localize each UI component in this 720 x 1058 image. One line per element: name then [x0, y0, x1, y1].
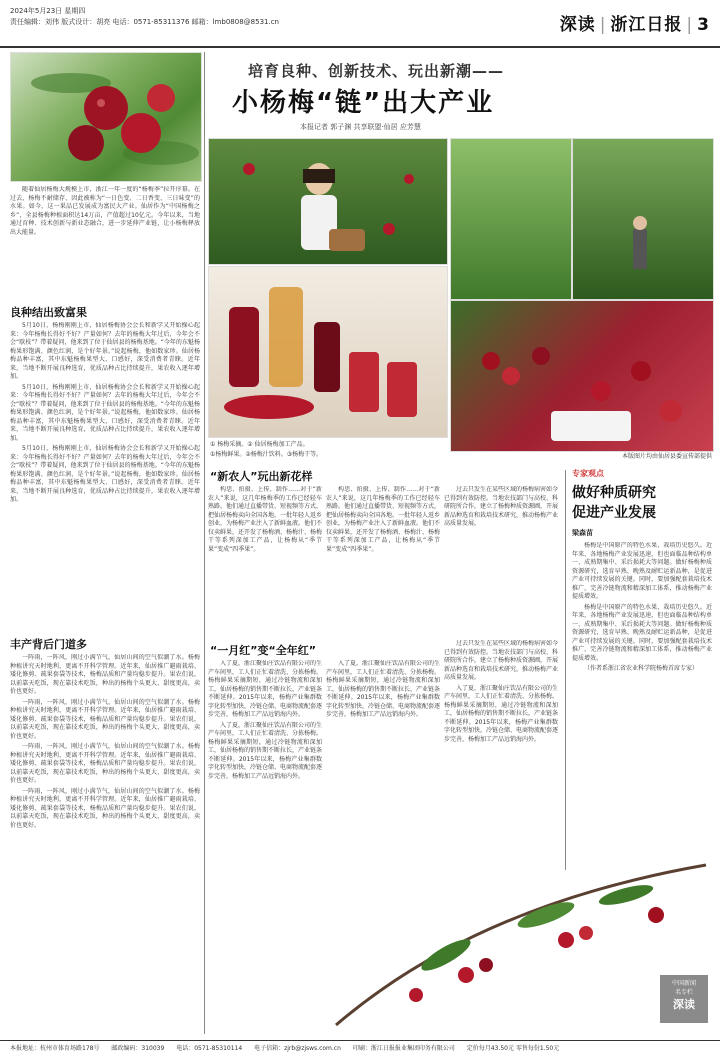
bayberry-cluster-image	[11, 53, 201, 181]
section3-text-a: 构思、拍摄、上传、制作……对于“新农人”来说，这几年杨梅季的工作已经轻车熟路。他们通过直播带货、短视频等方式，把仙居杨梅卖向全国各地。一批年轻人返乡创业，为杨梅产业注入了新鲜血液。他们不仅卖鲜果，还开发了杨梅酒、杨梅汁、杨梅干等系列深加工产品，让杨梅从“季节果”变成“四季果”。	[208, 486, 322, 553]
expert-author: 梁森苗	[572, 529, 593, 537]
hero-bayberry-photo	[10, 52, 202, 182]
headline-sub: 培育良种、创新技术、玩出新潮——	[248, 62, 505, 80]
header-meta	[10, 6, 279, 28]
header-editor-line: 责任编辑：刘伟 版式设计：胡亮 电话：0571-85311376 邮箱：lmb0808@8531.cn	[10, 18, 279, 26]
expert-title-1: 做好种质研究	[572, 485, 656, 501]
expert-divider	[565, 470, 566, 870]
woman-picking-image	[209, 139, 447, 264]
intro-text: 随着仙居杨梅大规模上市，浙江一年一度的“杨梅季”拉开序幕。在过去，杨梅不耐储存，因此被称为“一日色变、二日香变、三日味变”的水果。如今，这一果品已发展成为富民大产业。仙居作为“中国杨梅之乡”，全县杨梅种植面积达14万亩，产值超过10亿元。今年以来，当地通过育种、技术创新与新业态融合，进一步延伸产业链，让小杨梅释放出大能量。	[10, 186, 200, 236]
center-caption-2: ①杨梅鲜果。②杨梅汁饮料。③杨梅干等。	[210, 451, 323, 458]
expert-text: 杨梅是中国原产的特色水果，栽培历史悠久。近年来，各地杨梅产业发展迅速，但也面临品种结构单一、成熟期集中、采后损耗大等问题。做好杨梅种质资源研究，选育早熟、晚熟及耐贮运新品种，是促进产业可持续发展的关键。同时，要加强配套栽培技术推广，完善冷链物流和精深加工体系，推动杨梅产业提质增效。 杨梅是中国原产的特色水果，栽培历史悠久。近年来，各地杨梅产业发展迅速，但也面临品种结构单一、成熟期集中、采后损耗大等问题。做好杨梅种质资源研究，选育早熟、晚熟及耐贮运新品种，是促进产业可持续发展的关键。同时，要加强配套栽培技术推广，完善冷链物流和精深加工体系，推动杨梅产业提质增效。 （作者系浙江省农业科学院杨梅首席专家）	[572, 542, 712, 672]
page-header	[0, 0, 720, 48]
section2-text: 一阵雨，一阵风，刚过小满节气，仙居山间的空气似潮了水。杨梅种植讲究天时地利，更离不开科学管理。近年来，仙居推广避雨栽培、矮化修剪、疏果套袋等技术，杨梅品质和产量均稳步提升。果农们说，以前靠天吃饭，现在靠技术吃饭，种出的杨梅个头更大、甜度更高，卖价也更好。 一阵雨，一阵风，刚过小满节气，仙居山间的空气似潮了水。杨梅种植讲究天时地利，更离不开科学管理。近年来，仙居推广避雨栽培、矮化修剪、疏果套袋等技术，杨梅品质和产量均稳步提升。果农们说，以前靠天吃饭，现在靠技术吃饭，种出的杨梅个头更大、甜度更高，卖价也更好。 一阵雨，一阵风，刚过小满节气，仙居山间的空气似潮了水。杨梅种植讲究天时地利，更离不开科学管理。近年来，仙居推广避雨栽培、矮化修剪、疏果套袋等技术，杨梅品质和产量均稳步提升。果农们说，以前靠天吃饭，现在靠技术吃饭，种出的杨梅个头更大、甜度更高，卖价也更好。 一阵雨，一阵风，刚过小满节气，仙居山间的空气似潮了水。杨梅种植讲究天时地利，更离不开科学管理。近年来，仙居推广避雨栽培、矮化修剪、疏果套袋等技术，杨梅品质和产量均稳步提升。果农们说，以前靠天吃饭，现在靠技术吃饭，种出的杨梅个头更大、甜度更高，卖价也更好。	[10, 654, 200, 829]
paper-name: 浙江日报	[610, 15, 683, 35]
photo-credit: 本版图片均由仙居县委宣传部提供	[621, 453, 712, 460]
section2-title: 丰产背后门道多	[10, 638, 87, 651]
bayberry-crates-photo	[450, 300, 714, 452]
column-stamp: 中国新闻 名专栏 深读	[660, 975, 708, 1023]
section1-title: 良种结出致富果	[10, 306, 87, 319]
column-divider	[204, 52, 205, 1034]
section1-text: 5月10日，杨梅刚刚上市，仙居杨梅协会会长和新学又开始操心起来：今年杨梅长得好不好？产量如何？去年的杨梅大年过后，今年会不会“歇枝”？带着疑问，他来到了位于仙居县的杨梅基地。“今年的东魁杨梅果形饱满、颜色红润，是个好年景。”说起杨梅，他如数家珍。仙居杨梅品种丰富，其中东魁杨梅果型大、口感好，深受消费者青睐。近年来，当地不断开展良种选育，优质品种占比持续提升，果农收入逐年增加。 5月10日，杨梅刚刚上市，仙居杨梅协会会长和新学又开始操心起来：今年杨梅长得好不好？产量如何？去年的杨梅大年过后，今年会不会“歇枝”？带着疑问，他来到了位于仙居县的杨梅基地。“今年的东魁杨梅果形饱满、颜色红润，是个好年景。”说起杨梅，他如数家珍。仙居杨梅品种丰富，其中东魁杨梅果型大、口感好，深受消费者青睐。近年来，当地不断开展良种选育，优质品种占比持续提升，果农收入逐年增加。 5月10日，杨梅刚刚上市，仙居杨梅协会会长和新学又开始操心起来：今年杨梅长得好不好？产量如何？去年的杨梅大年过后，今年会不会“歇枝”？带着疑问，他来到了位于仙居县的杨梅基地。“今年的东魁杨梅果形饱满、颜色红润，是个好年景。”说起杨梅，他如数家珍。仙居杨梅品种丰富，其中东魁杨梅果型大、口感好，深受消费者青睐。近年来，当地不断开展良种选育，优质品种占比持续提升，果农收入逐年增加。	[10, 322, 200, 503]
farmer-image	[573, 139, 713, 299]
headline-main: 小杨梅“链”出大产业	[232, 88, 495, 118]
section3-text-c: 过去只发生在某些区域的杨梅病害如今已得到有效防控。当地农技部门与高校、科研院所合作，建立了杨梅种质资源圃，开展新品种选育和栽培技术研究，推动杨梅产业高质量发展。	[444, 486, 558, 527]
page-number: 3	[697, 15, 710, 35]
expert-title-2: 促进产业发展	[572, 505, 656, 521]
orchard-photo-1	[450, 138, 572, 300]
section4-text-c: 过去只发生在某些区域的杨梅病害如今已得到有效防控。当地农技部门与高校、科研院所合作，建立了杨梅种质资源圃，开展新品种选育和栽培技术研究，推动杨梅产业高质量发展。 入了夏，浙江聚仙庄饮品有限公司的生产车间里，工人们正忙着清洗、分拣杨梅。杨梅鲜果采摘期短，通过冷链物流和深加工，仙居杨梅的销售期不断拉长，产业链条不断延伸。2015年以来，杨梅产业集群数字化转型加快，冷链仓储、电商物流配套逐步完善，杨梅加工产品远销海内外。	[444, 640, 558, 743]
bayberry-branch-image	[326, 845, 712, 1035]
expert-tag: 专家观点	[572, 469, 604, 478]
bayberry-baskets-image	[451, 301, 713, 451]
page-footer: 本报地址：杭州市体育场路178号 邮政编码：310039 电话：0571-85310114 电子信箱：zjrb@zjsws.com.cn 印刷：浙江日报报业集团印务有限公司 定价每月43.50元 零售每份1.50元	[0, 1040, 720, 1058]
section4-text-b: 入了夏，浙江聚仙庄饮品有限公司的生产车间里，工人们正忙着清洗、分拣杨梅。杨梅鲜果采摘期短，通过冷链物流和深加工，仙居杨梅的销售期不断拉长，产业链条不断延伸。2015年以来，杨梅产业集群数字化转型加快，冷链仓储、电商物流配套逐步完善，杨梅加工产品远销海内外。	[326, 660, 440, 718]
section3-title: “新农人”玩出新花样	[210, 470, 313, 483]
section4-text-a: 入了夏，浙江聚仙庄饮品有限公司的生产车间里，工人们正忙着清洗、分拣杨梅。杨梅鲜果采摘期短，通过冷链物流和深加工，仙居杨梅的销售期不断拉长，产业链条不断延伸。2015年以来，杨梅产业集群数字化转型加快，冷链仓储、电商物流配套逐步完善，杨梅加工产品远销海内外。 入了夏，浙江聚仙庄饮品有限公司的生产车间里，工人们正忙着清洗、分拣杨梅。杨梅鲜果采摘期短，通过冷链物流和深加工，仙居杨梅的销售期不断拉长，产业链条不断延伸。2015年以来，杨梅产业集群数字化转型加快，冷链仓储、电商物流配套逐步完善，杨梅加工产品远销海内外。	[208, 660, 322, 780]
section4-title: “一月红”变“全年红”	[210, 644, 316, 657]
picker-photo	[208, 138, 448, 265]
center-caption: ① 杨梅采摘。② 仙居杨梅加工产品。	[210, 441, 309, 448]
header-date: 2024年5月23日 星期四	[10, 7, 86, 15]
section3-text-b: 构思、拍摄、上传、制作……对于“新农人”来说，这几年杨梅季的工作已经轻车熟路。他们通过直播带货、短视频等方式，把仙居杨梅卖向全国各地。一批年轻人返乡创业，为杨梅产业注入了新鲜血液。他们不仅卖鲜果，还开发了杨梅酒、杨梅汁、杨梅干等系列深加工产品，让杨梅从“季节果”变成“四季果”。	[326, 486, 440, 553]
section-name: 深读	[559, 15, 596, 35]
bayberry-branch-art	[326, 845, 712, 1035]
header-masthead: 深读 | 浙江日报 | 3	[559, 15, 710, 35]
orchard-photo-2	[572, 138, 714, 300]
products-photo	[208, 266, 448, 438]
byline: 本报记者 郭子渊 共享联盟·仙居 应芳慧	[300, 123, 421, 131]
bayberry-products-image	[209, 267, 447, 437]
